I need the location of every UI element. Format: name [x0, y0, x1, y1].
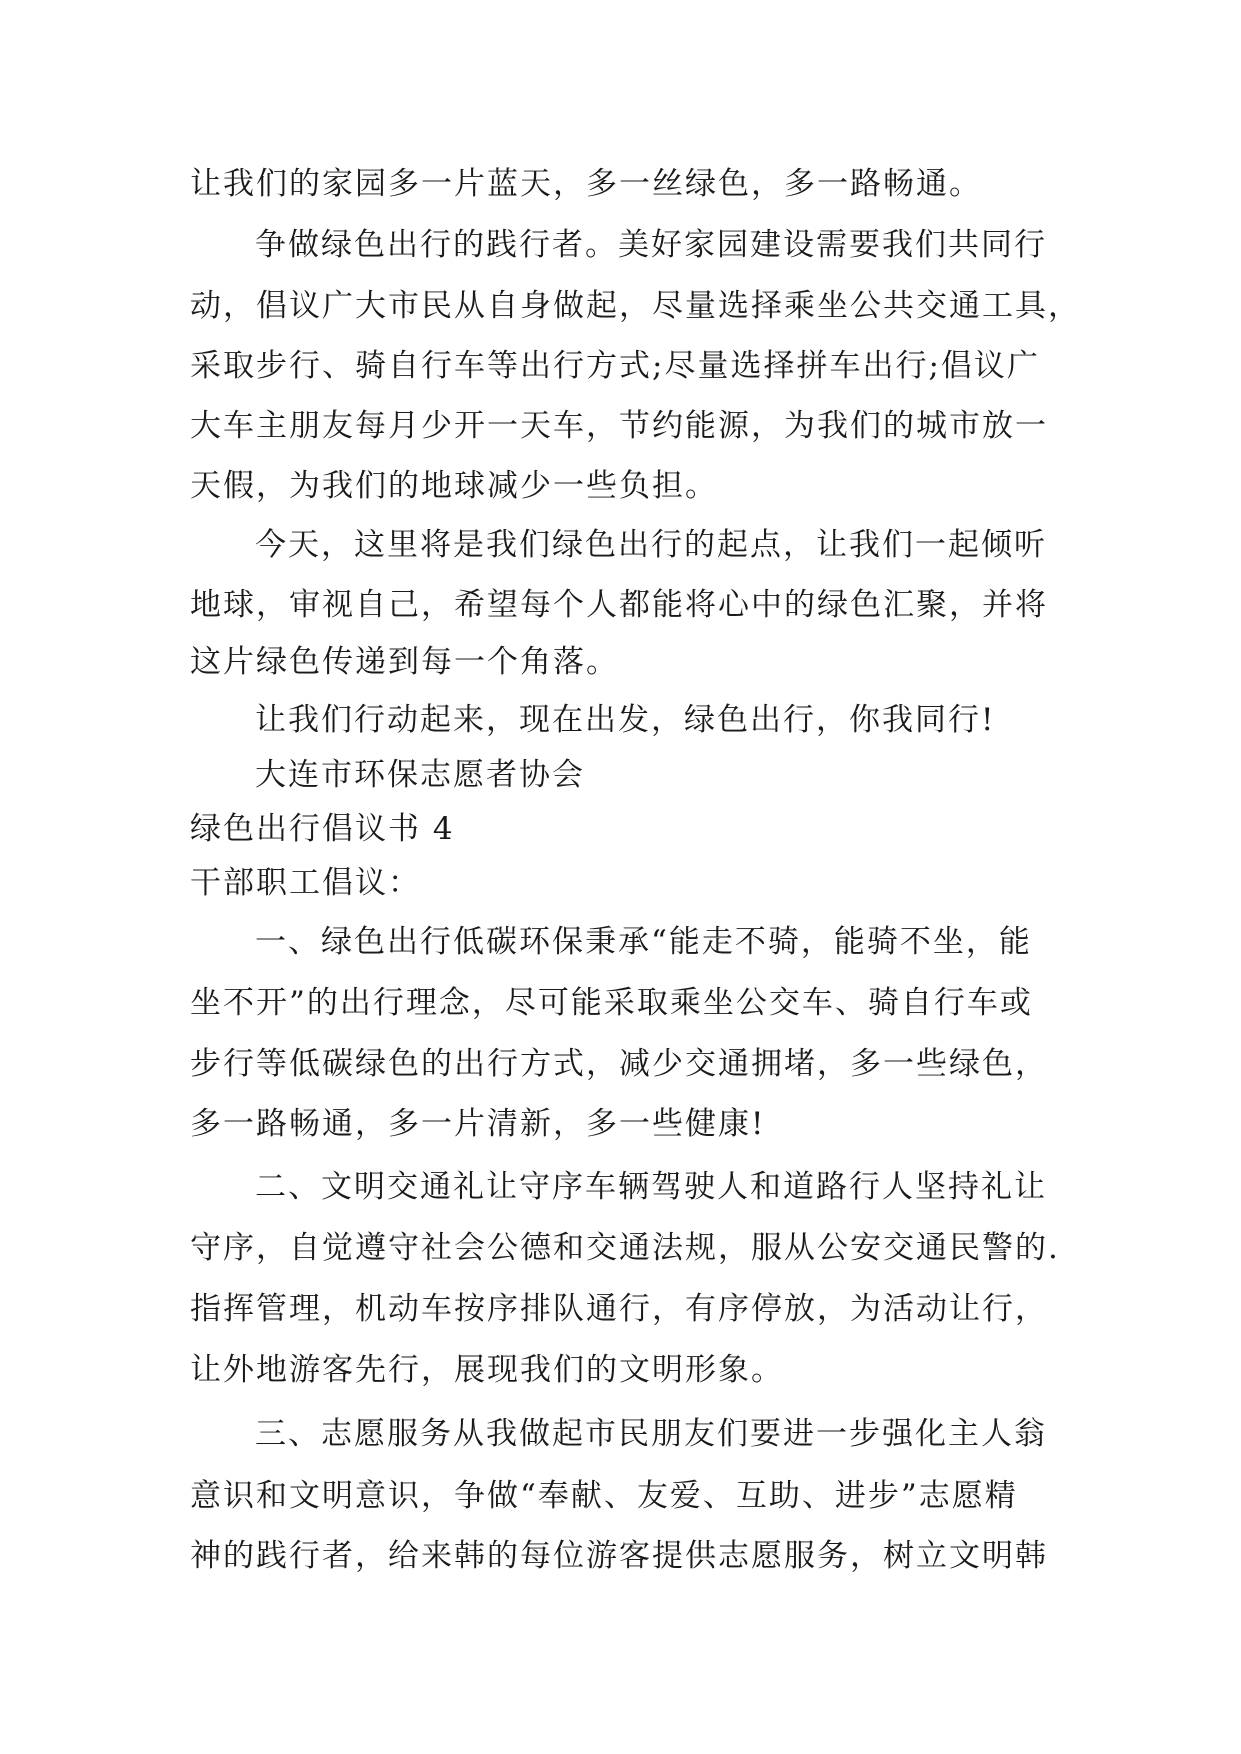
paragraph-line: 三、志愿服务从我做起市民朋友们要进一步强化主人翁 [255, 1416, 1047, 1452]
salutation: 干部职工倡议： [190, 865, 421, 901]
text-line: 守序，自觉遵守社会公德和交通法规，服从公安交通民警的. [190, 1230, 1060, 1266]
text-line: 神的践行者，给来韩的每位游客提供志愿服务，树立文明韩 [190, 1538, 1048, 1574]
signature-line: 大连市环保志愿者协会 [255, 757, 585, 793]
text-line: 地球，审视自己，希望每个人都能将心中的绿色汇聚，并将 [190, 587, 1048, 623]
paragraph-line: 二、文明交通礼让守序车辆驾驶人和道路行人坚持礼让 [255, 1169, 1047, 1205]
paragraph-line: 一、绿色出行低碳环保秉承“能走不骑，能骑不坐，能 [255, 924, 1032, 960]
text-line: 大车主朋友每月少开一天车，节约能源，为我们的城市放一 [190, 408, 1048, 444]
text-line: 坐不开”的出行理念，尽可能采取乘坐公交车、骑自行车或 [190, 985, 1033, 1021]
text-line: 指挥管理，机动车按序排队通行，有序停放，为活动让行， [190, 1291, 1048, 1327]
text-line: 步行等低碳绿色的出行方式，减少交通拥堵，多一些绿色， [190, 1046, 1048, 1082]
text-line: 让外地游客先行，展现我们的文明形象。 [190, 1352, 784, 1388]
text-line: 让我们的家园多一片蓝天，多一丝绿色，多一路畅通。 [190, 166, 982, 202]
paragraph-line: 今天，这里将是我们绿色出行的起点，让我们一起倾听 [255, 527, 1047, 563]
section-heading: 绿色出行倡议书 4 [190, 811, 455, 847]
text-line: 这片绿色传递到每一个角落。 [190, 644, 619, 680]
text-line: 多一路畅通，多一片清新，多一些健康! [190, 1106, 766, 1142]
paragraph-line: 让我们行动起来，现在出发，绿色出行，你我同行! [255, 702, 996, 738]
text-line: 采取步行、骑自行车等出行方式;尽量选择拼车出行;倡议广 [190, 348, 1040, 384]
text-line: 动，倡议广大市民从自身做起，尽量选择乘坐公共交通工具， [190, 288, 1081, 324]
text-line: 意识和文明意识，争做“奉献、友爱、互助、进步”志愿精 [190, 1478, 1018, 1514]
paragraph-line: 争做绿色出行的践行者。美好家园建设需要我们共同行 [255, 227, 1047, 263]
text-line: 天假，为我们的地球减少一些负担。 [190, 468, 718, 504]
